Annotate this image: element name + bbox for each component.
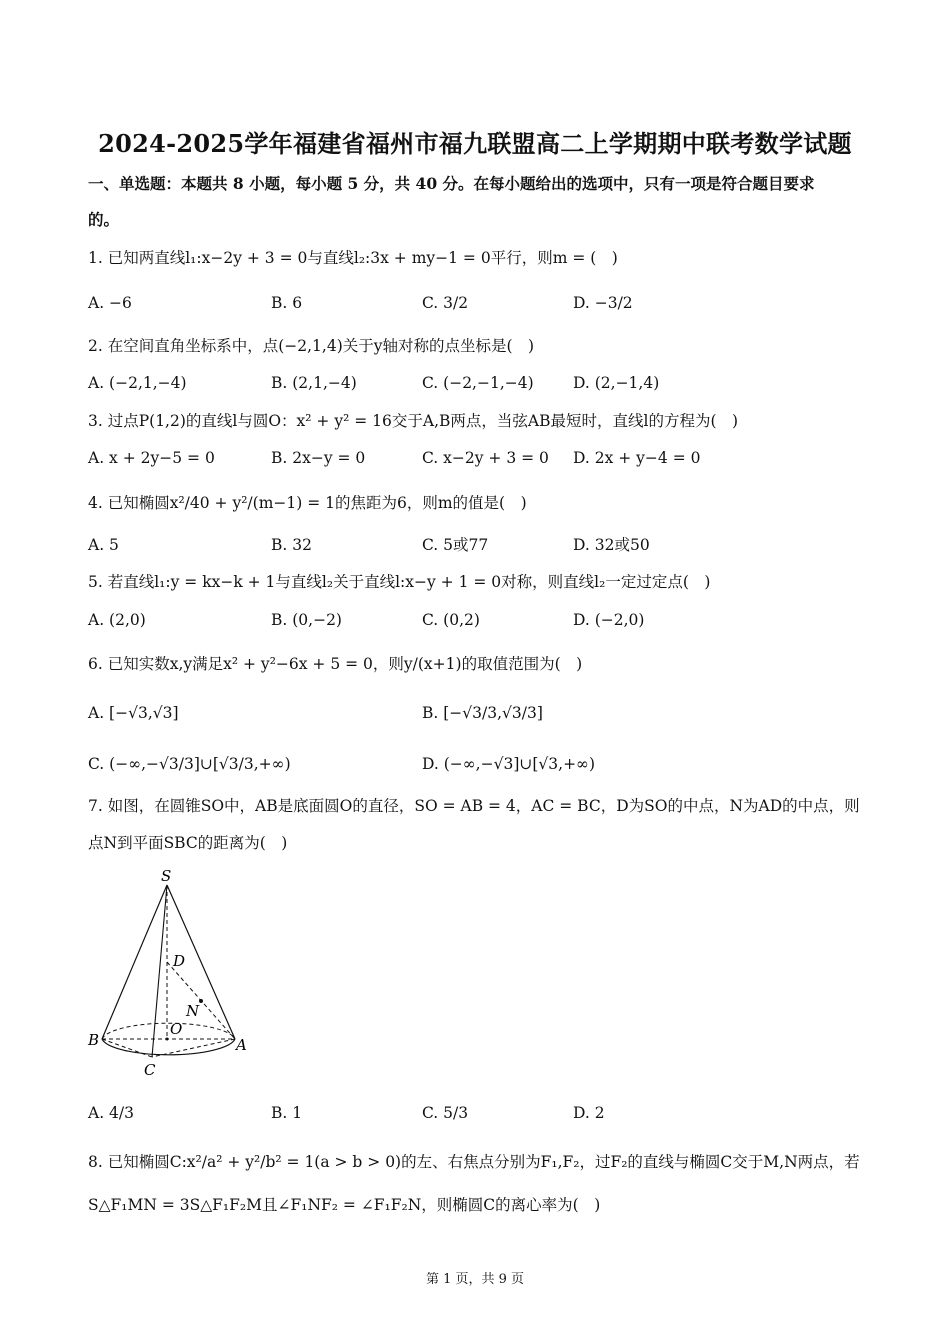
question-8-stem-line2: S△F₁MN = 3S△F₁F₂M且∠F₁NF₂ = ∠F₁F₂N，则椭圆C的离心率为( ) [88,1196,601,1214]
option-c: C. 5或77 [422,536,489,554]
option-c: C. (−∞,−√3/3]∪[√3/3,+∞) [88,755,291,773]
option-c: C. (0,2) [422,611,480,629]
question-7-stem-line2: 点N到平面SBC的距离为( ) [88,834,288,852]
option-c: C. 3/2 [422,294,469,312]
option-c: C. 5/3 [422,1104,469,1122]
option-d: D. (2,−1,4) [573,374,660,392]
option-b: B. 32 [271,536,312,554]
label-o: O [170,1020,183,1038]
point-n-dot [199,999,203,1003]
question-7-options [88,1102,878,1126]
label-d: D [173,952,186,970]
option-a: A. −6 [88,294,132,312]
question-6-options-row2 [88,753,878,777]
option-a: A. 4/3 [88,1104,134,1122]
label-b: B [88,1031,100,1049]
option-d: D. −3/2 [573,294,633,312]
section-heading-line1: 一、单选题：本题共 8 小题，每小题 5 分，共 40 分。在每小题给出的选项中，只有一项是符合题目要求 [88,174,815,193]
question-4-options [88,534,878,558]
option-d: D. (−∞,−√3]∪[√3,+∞) [422,755,596,773]
label-c: C [144,1061,156,1079]
question-3-stem: 3. 过点P(1,2)的直线l与圆O：x² + y² = 16交于A,B两点，当弦AB最短时，直线l的方程为( ) [88,412,739,430]
question-8-stem: 8. 已知椭圆C:x²/a² + y²/b² = 1(a > b > 0)的左、右焦点分别为F₁,F₂，过F₂的直线与椭圆C交于M,N两点，若 [88,1153,860,1171]
option-c: C. (−2,−1,−4) [422,374,534,392]
option-a: A. x + 2y−5 = 0 [88,449,215,467]
question-5-options [88,609,878,633]
question-2-stem: 2. 在空间直角坐标系中，点(−2,1,4)关于y轴对称的点坐标是( ) [88,337,535,355]
question-1-stem: 1. 已知两直线l₁:x−2y + 3 = 0与直线l₂:3x + my−1 = 0平行，则m = ( ) [88,249,618,267]
question-2-options [88,372,878,396]
option-b: B. (2,1,−4) [271,374,357,392]
option-a: A. (2,0) [88,611,146,629]
cone-figure [80,862,260,1082]
question-7-stem: 7. 如图，在圆锥SO中，AB是底面圆O的直径，SO = AB = 4，AC = BC，D为SO的中点，N为AD的中点，则 [88,797,860,815]
option-a: A. [−√3,√3] [88,704,179,722]
question-6-options-row1 [88,702,878,726]
option-d: D. (−2,0) [573,611,645,629]
option-a: A. 5 [88,536,119,554]
option-d: D. 2x + y−4 = 0 [573,449,701,467]
page-footer: 第 1 页，共 9 页 [425,1272,525,1287]
label-n: N [186,1002,200,1020]
question-3-options [88,447,878,471]
option-b: B. 2x−y = 0 [271,449,366,467]
label-a: A [236,1036,247,1054]
label-s: S [161,867,172,885]
option-b: B. [−√3/3,√3/3] [422,704,543,722]
option-b: B. 6 [271,294,303,312]
question-6-stem: 6. 已知实数x,y满足x² + y²−6x + 5 = 0，则y/(x+1)的取值范围为( ) [88,655,583,673]
option-b: B. (0,−2) [271,611,342,629]
question-1-options [88,292,878,316]
question-4-stem: 4. 已知椭圆x²/40 + y²/(m−1) = 1的焦距为6，则m的值是( ) [88,494,527,512]
point-o-dot [166,1038,169,1041]
option-d: D. 2 [573,1104,605,1122]
option-d: D. 32或50 [573,536,650,554]
option-c: C. x−2y + 3 = 0 [422,449,549,467]
section-heading-line2: 的。 [88,210,120,229]
page-title: 2024-2025学年福建省福州市福九联盟高二上学期期中联考数学试题 [98,129,852,158]
option-b: B. 1 [271,1104,303,1122]
question-5-stem: 5. 若直线l₁:y = kx−k + 1与直线l₂关于直线l:x−y + 1 = 0对称，则直线l₂一定过定点( ) [88,573,711,591]
option-a: A. (−2,1,−4) [88,374,187,392]
